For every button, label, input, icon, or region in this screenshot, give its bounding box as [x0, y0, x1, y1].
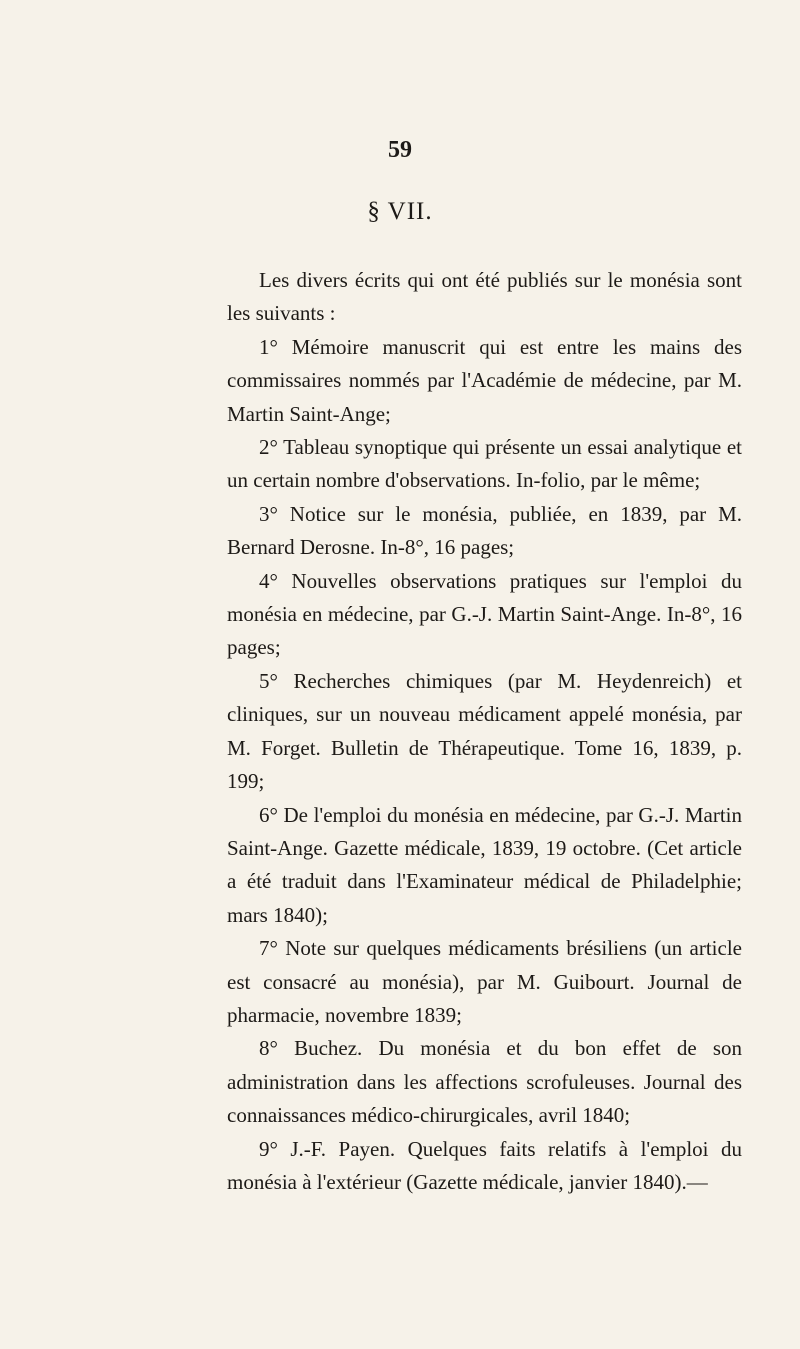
- paragraph-item-8: 8° Buchez. Du monésia et du bon effet de son administration dans les affections scrofuleuses. Journal des connaissances médico-chirurgicales, avril 1840;: [227, 1036, 742, 1128]
- section-title: § VII.: [367, 198, 433, 225]
- paragraph-intro: Les divers écrits qui ont été publiés sur le monésia sont les suivants :: [227, 268, 742, 326]
- paragraph-item-4: 4° Nouvelles observations pratiques sur l'emploi du monésia en médecine, par G.-J. Martin Saint-Ange. In-8°, 16 pages;: [227, 568, 742, 660]
- body-text: [227, 264, 742, 1199]
- paragraph-item-1: 1° Mémoire manuscrit qui est entre les mains des commissaires nommés par l'Académie de médecine, par M. Martin Saint-Ange;: [227, 334, 742, 426]
- paragraph-item-5: 5° Recherches chimiques (par M. Heydenreich) et cliniques, sur un nouveau médicament appelé monésia, par M. Forget. Bulletin de Thérapeutique. Tome 16, 1839, p. 199;: [227, 668, 742, 794]
- page-number: 59: [388, 137, 412, 163]
- paragraph-item-7: 7° Note sur quelques médicaments brésiliens (un article est consacré au monésia), par M. Guibourt. Journal de pharmacie, novembre 1839;: [227, 936, 742, 1027]
- paragraph-item-2: 2° Tableau synoptique qui présente un essai analytique et un certain nombre d'observations. In-folio, par le même;: [227, 435, 742, 493]
- paragraph-item-6: 6° De l'emploi du monésia en médecine, par G.-J. Martin Saint-Ange. Gazette médicale, 1839, 19 octobre. (Cet article a été traduit dans l'Examinateur médical de Philadelphie; mars 1840);: [227, 802, 742, 927]
- paragraph-item-9: 9° J.-F. Payen. Quelques faits relatifs à l'emploi du monésia à l'extérieur (Gazette médicale, janvier 1840).—: [227, 1136, 742, 1194]
- paragraph-item-3: 3° Notice sur le monésia, publiée, en 1839, par M. Bernard Derosne. In-8°, 16 pages;: [227, 501, 742, 560]
